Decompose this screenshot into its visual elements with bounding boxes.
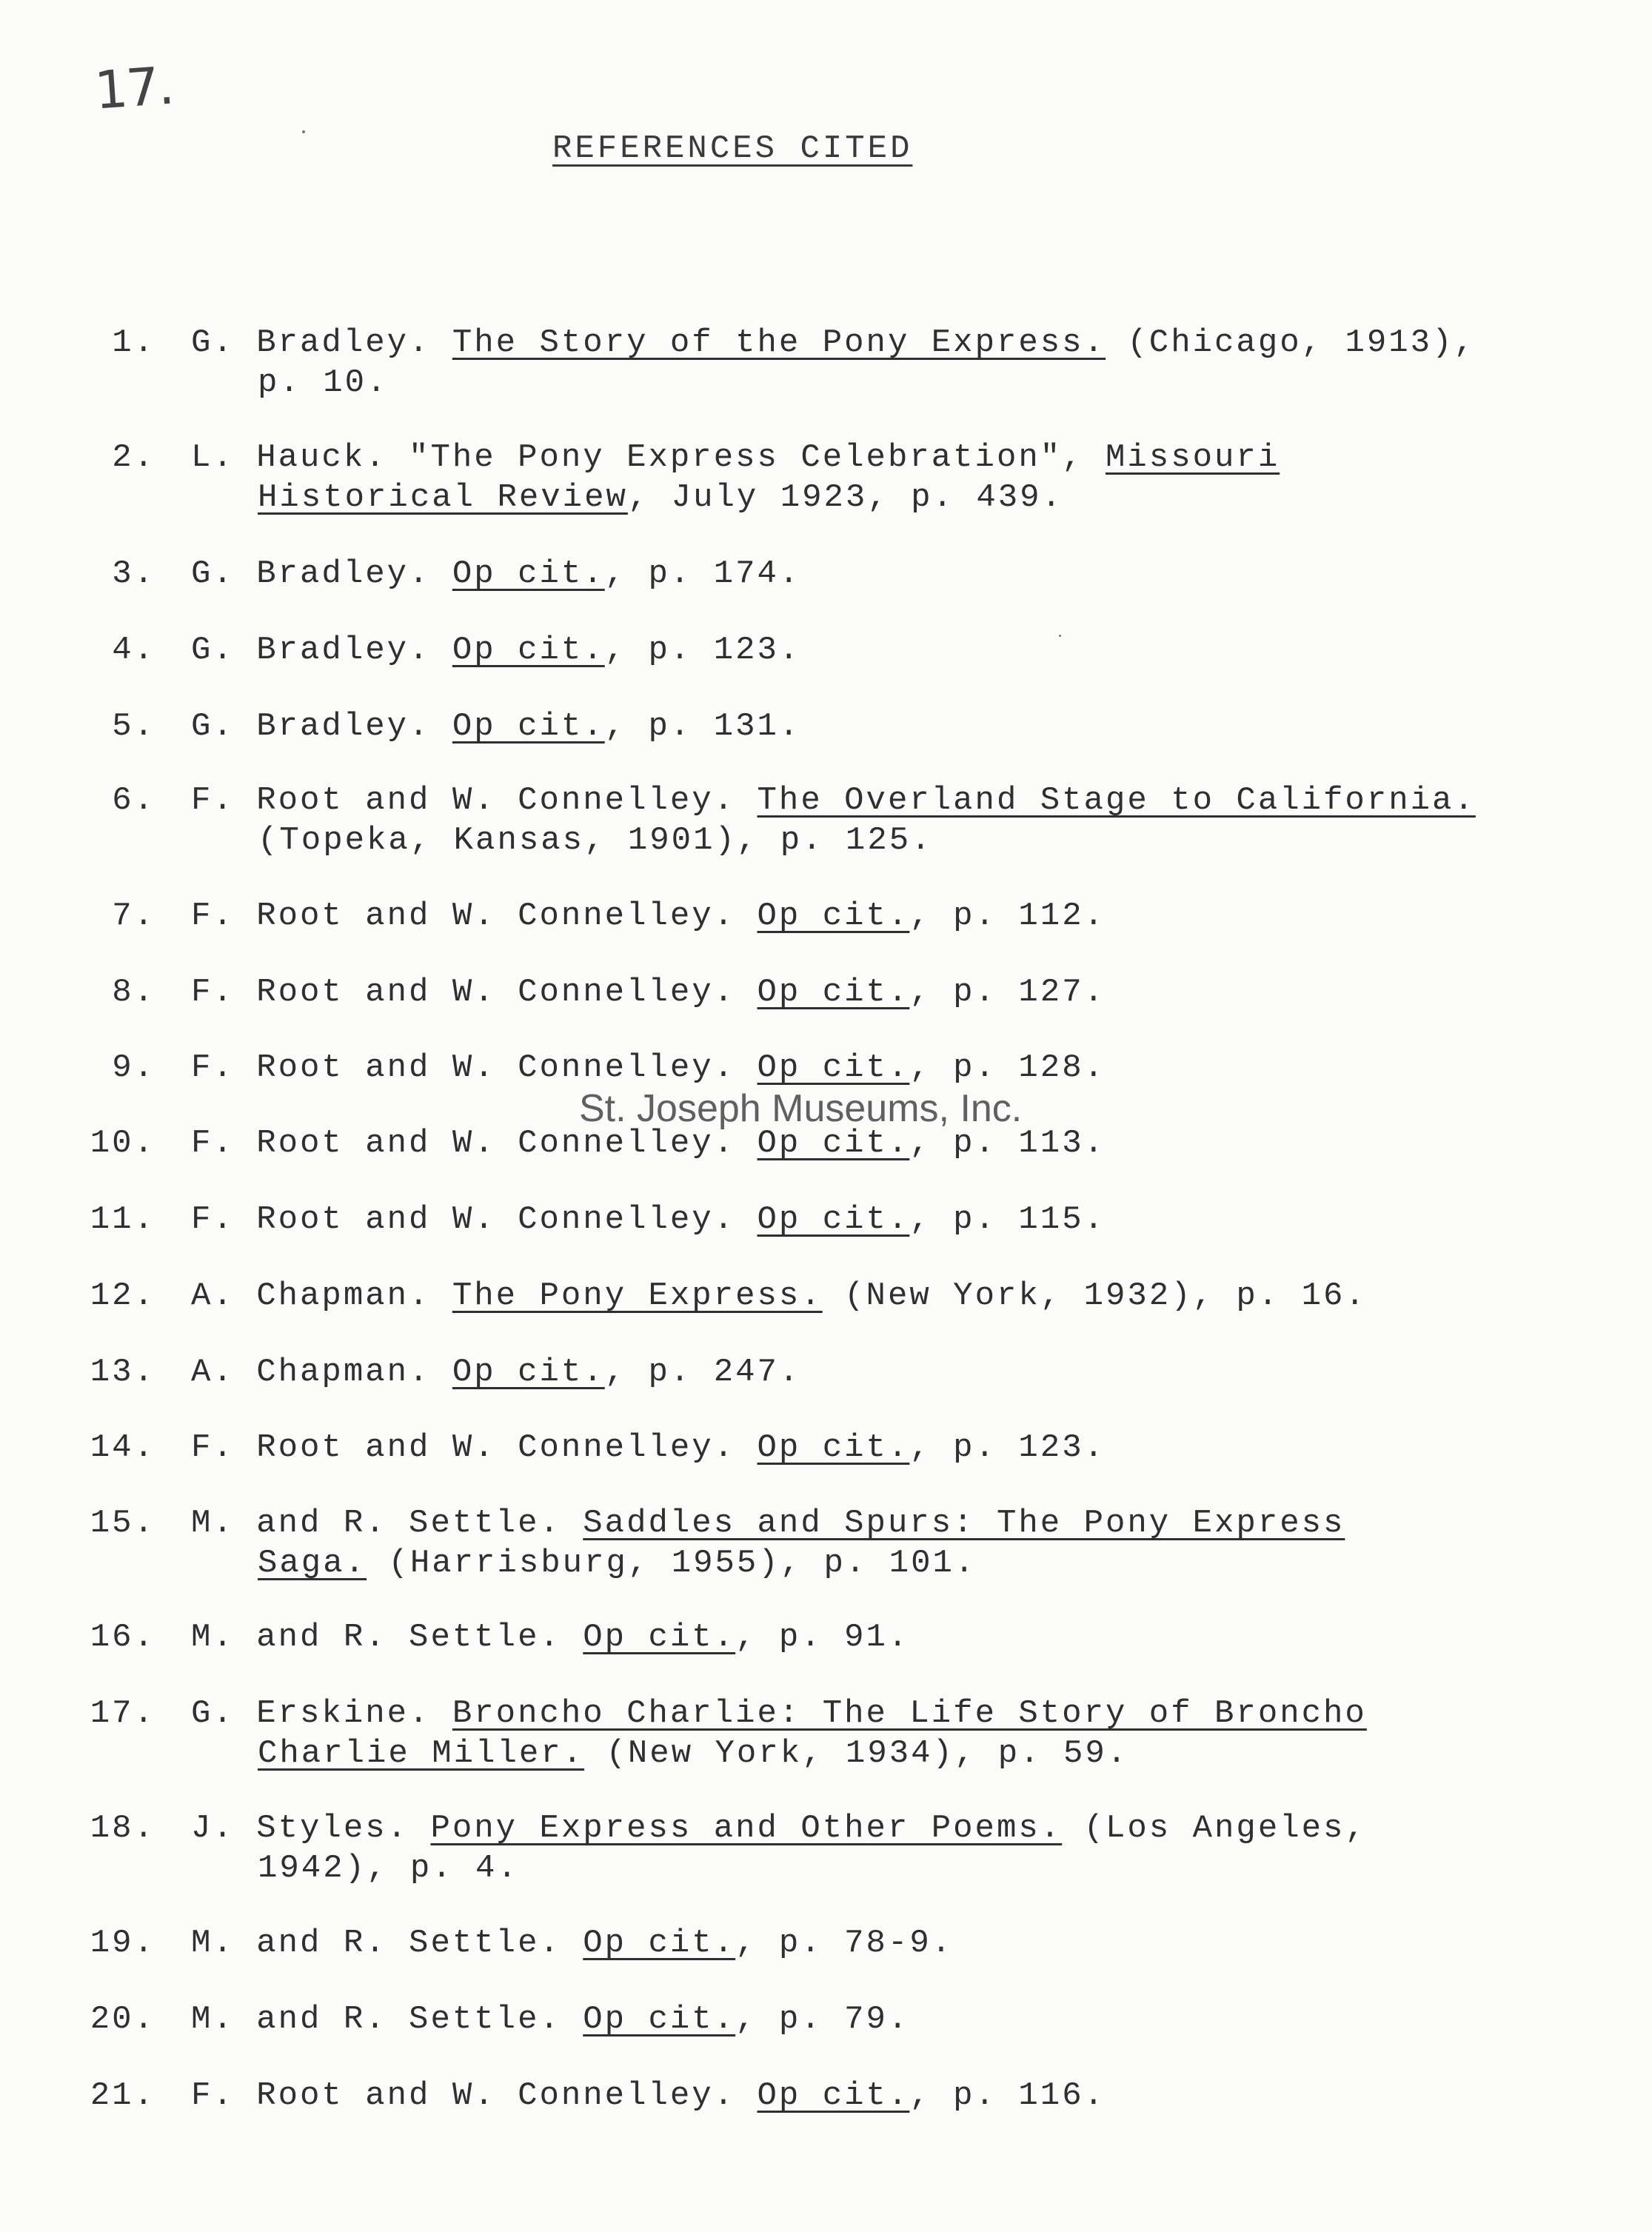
reference-line: G. Bradley. Op cit., p. 131. (191, 708, 801, 745)
reference-item (90, 1617, 910, 1657)
reference-text (191, 323, 1476, 403)
reference-line: F. Root and W. Connelley. Op cit., p. 123. (191, 1429, 1106, 1466)
reference-number: 17. (90, 1695, 155, 1732)
page-title: REFERENCES CITED (552, 130, 913, 167)
reference-item (90, 1428, 1106, 1468)
reference-number: 5. (112, 708, 155, 745)
reference-line: A. Chapman. Op cit., p. 247. (191, 1354, 801, 1391)
reference-line: F. Root and W. Connelley. Op cit., p. 115. (191, 1201, 1106, 1238)
reference-item (112, 781, 1476, 861)
reference-item (112, 972, 1106, 1012)
reference-text (191, 554, 800, 594)
paper-speck (302, 130, 305, 133)
citation-abbrev: Op cit. (583, 1619, 736, 1656)
reference-line: G. Bradley. The Story of the Pony Express. (Chicago, 1913), (191, 324, 1476, 361)
reference-item (90, 1503, 1345, 1583)
publication-title: The Pony Express. (452, 1277, 823, 1314)
publication-title: Historical Review (258, 479, 628, 516)
reference-line: G. Bradley. Op cit., p. 174. (191, 555, 801, 592)
citation-abbrev: Op cit. (757, 1049, 910, 1086)
reference-item (112, 438, 1280, 518)
reference-text (191, 896, 1106, 936)
reference-line: M. and R. Settle. Saddles and Spurs: The Pony Express (191, 1505, 1345, 1542)
reference-line: Historical Review, July 1923, p. 439. (258, 479, 1063, 516)
reference-item (112, 706, 801, 746)
reference-number: 14. (90, 1429, 155, 1466)
publication-title: The Story of the Pony Express. (452, 324, 1106, 361)
reference-item (90, 2076, 1106, 2116)
reference-text (191, 1352, 800, 1392)
reference-item (112, 323, 1476, 403)
reference-line: p. 10. (258, 364, 389, 401)
citation-abbrev: Op cit. (757, 2077, 910, 2114)
citation-abbrev: Op cit. (452, 632, 605, 669)
publication-title: Broncho Charlie: The Life Story of Broncho (452, 1695, 1367, 1732)
reference-number: 11. (90, 1201, 155, 1238)
reference-text (191, 2076, 1106, 2116)
citation-abbrev: Op cit. (452, 555, 605, 592)
reference-text (191, 781, 1476, 861)
reference-item (90, 1923, 954, 1963)
page-number: 17. (93, 55, 175, 121)
reference-number: 15. (90, 1505, 155, 1542)
publication-title: Saga. (258, 1545, 367, 1582)
reference-item (112, 630, 801, 670)
publication-title: The Overland Stage to California. (757, 782, 1476, 819)
reference-line: M. and R. Settle. Op cit., p. 91. (191, 1619, 910, 1656)
reference-text (191, 1617, 909, 1657)
reference-text (191, 438, 1280, 518)
citation-abbrev: Op cit. (757, 1201, 910, 1238)
reference-text (191, 1808, 1367, 1888)
reference-number: 12. (90, 1277, 155, 1314)
reference-line: Charlie Miller. (New York, 1934), p. 59. (258, 1735, 1129, 1772)
reference-number: 2. (112, 439, 155, 476)
citation-abbrev: Op cit. (583, 1925, 736, 1962)
reference-item (90, 1999, 910, 2039)
reference-number: 8. (112, 974, 155, 1011)
reference-item (112, 1048, 1106, 1088)
reference-item (90, 1352, 801, 1392)
reference-text (191, 1999, 909, 2039)
reference-text (191, 1694, 1367, 1774)
reference-text (191, 1276, 1367, 1316)
reference-item (90, 1808, 1367, 1888)
publication-title: Pony Express and Other Poems. (430, 1810, 1063, 1847)
reference-number: 3. (112, 555, 155, 592)
paper-speck (1059, 635, 1061, 637)
reference-text (191, 1503, 1345, 1583)
reference-line: L. Hauck. "The Pony Express Celebration", Missouri (191, 439, 1280, 476)
reference-line: F. Root and W. Connelley. Op cit., p. 113. (191, 1125, 1106, 1162)
reference-number: 21. (90, 2077, 155, 2114)
reference-number: 16. (90, 1619, 155, 1656)
citation-abbrev: Op cit. (452, 1354, 605, 1391)
reference-text (191, 1428, 1106, 1468)
reference-line: G. Bradley. Op cit., p. 123. (191, 632, 801, 669)
reference-number: 10. (90, 1125, 155, 1162)
reference-item (90, 1276, 1367, 1316)
reference-number: 9. (112, 1049, 155, 1086)
museum-watermark: St. Joseph Museums, Inc. (579, 1087, 1023, 1130)
citation-abbrev: Op cit. (757, 1429, 910, 1466)
reference-number: 7. (112, 898, 155, 935)
reference-text (191, 972, 1106, 1012)
reference-line: F. Root and W. Connelley. The Overland Stage to California. (191, 782, 1476, 819)
reference-line: F. Root and W. Connelley. Op cit., p. 116. (191, 2077, 1106, 2114)
reference-line: M. and R. Settle. Op cit., p. 79. (191, 2001, 910, 2038)
reference-line: F. Root and W. Connelley. Op cit., p. 127. (191, 974, 1106, 1011)
reference-number: 19. (90, 1925, 155, 1962)
reference-line: M. and R. Settle. Op cit., p. 78-9. (191, 1925, 954, 1962)
reference-number: 6. (112, 782, 155, 819)
reference-item (90, 1694, 1367, 1774)
reference-line: (Topeka, Kansas, 1901), p. 125. (258, 822, 933, 859)
reference-line: F. Root and W. Connelley. Op cit., p. 112. (191, 898, 1106, 935)
citation-abbrev: Op cit. (757, 1125, 910, 1162)
publication-title: Charlie Miller. (258, 1735, 585, 1772)
reference-text (191, 1048, 1106, 1088)
reference-line: Saga. (Harrisburg, 1955), p. 101. (258, 1545, 977, 1582)
reference-text (191, 1200, 1106, 1240)
citation-abbrev: Op cit. (452, 708, 605, 745)
citation-abbrev: Op cit. (757, 898, 910, 935)
reference-text (191, 1923, 953, 1963)
publication-title: Saddles and Spurs: The Pony Express (583, 1505, 1345, 1542)
reference-line: 1942), p. 4. (258, 1850, 519, 1887)
reference-text (191, 630, 800, 670)
reference-number: 1. (112, 324, 155, 361)
reference-line: J. Styles. Pony Express and Other Poems. (Los Angeles, (191, 1810, 1367, 1847)
reference-item (112, 554, 801, 594)
reference-line: G. Erskine. Broncho Charlie: The Life Story of Broncho (191, 1695, 1367, 1732)
publication-title: Missouri (1105, 439, 1280, 476)
reference-number: 4. (112, 632, 155, 669)
reference-line: F. Root and W. Connelley. Op cit., p. 128. (191, 1049, 1106, 1086)
reference-line: A. Chapman. The Pony Express. (New York, 1932), p. 16. (191, 1277, 1367, 1314)
reference-number: 20. (90, 2001, 155, 2038)
citation-abbrev: Op cit. (583, 2001, 736, 2038)
reference-number: 13. (90, 1354, 155, 1391)
reference-item (112, 896, 1106, 936)
citation-abbrev: Op cit. (757, 974, 910, 1011)
reference-item (90, 1200, 1106, 1240)
reference-number: 18. (90, 1810, 155, 1847)
reference-text (191, 706, 800, 746)
